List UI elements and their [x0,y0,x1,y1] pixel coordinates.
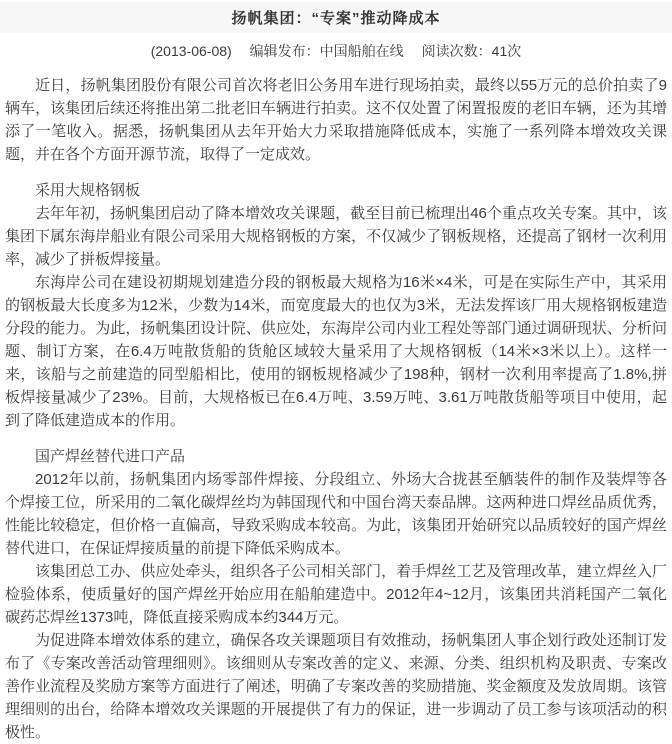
editor-label: 编辑发布： [249,43,320,59]
article-paragraph: 为促进降本增效体系的建立，确保各攻关课题项目有效推动，扬帆集团人事企划行政处还制订发布了《专案改善活动管理细则》。该细则从专案改善的定义、来源、分类、组织机构及职责、专案改善作业流程及奖励方案等方面进行了阐述，明确了专案改善的奖励措施、奖金额度及发放周期。该管理细则的出台，给降本增效攻关课题的开展提供了有力的保证，进一步调动了员工参与该项活动的积极性。 [5,632,667,741]
article-meta-line [0,41,672,61]
views-label: 阅读次数： [421,43,492,59]
article-body [0,74,672,744]
article-paragraph: 去年年初，扬帆集团启动了降本增效攻关课题，截至目前已梳理出46个重点攻关专案。其中，该集团下属东海岸船业有限公司采用大规格钢板的方案，不仅减少了钢板规格，还提高了钢材一次利用率，减少了拼板焊接量。 [5,205,667,268]
article-paragraph: 东海岸公司在建设初期规划建造分段的钢板最大规格为16米×4米，可是在实际生产中，其采用的钢板最大长度多为12米，少数为14米，而宽度最大的也仅为3米，无法发挥该厂用大规格钢板建造分段的能力。为此，扬帆集团设计院、供应处，东海岸公司内业工程处等部门通过调研现状、分析问题、制订方案，在6.4万吨散货船的货舱区域较大量采用了大规格钢板（14米×3米以上）。这样一来，该船与之前建造的同型船相比，使用的钢板规格减少了198种，钢材一次利用率提高了1.8%,拼板焊接量减少了23%。目前，大规格板已在6.4万吨、3.59万吨、3.61万吨散货船等项目中使用，起到了降低建造成本的作用。 [5,274,667,429]
editor-source: 中国船舶在线 [319,43,404,59]
views-count: 41次 [491,43,522,59]
article-paragraph: 近日，扬帆集团股份有限公司首次将老旧公务用车进行现场拍卖，最终以55万元的总价拍卖了9辆车，该集团后续还将推出第二批老旧车辆进行拍卖。这不仅处置了闲置报废的老旧车辆，还为其增添了一笔收入。据悉，扬帆集团从去年开始大力采取措施降低成本，实施了一系列降本增效攻关课题，并在各个方面开源节流，取得了一定成效。 [5,77,667,163]
section-heading: 采用大规格钢板 [35,182,141,199]
article-title-bar [0,2,672,33]
article-paragraph: 2012年以前，扬帆集团内场零部件焊接、分段组立、外场大合拢甚至舾装件的制作及装焊等各个焊接工位，所采用的二氧化碳焊丝均为韩国现代和中国台湾天泰品牌。这两种进口焊丝品质优秀，性能比较稳定，但价格一直偏高，导致采购成本较高。为此，该集团开始研究以品质较好的国产焊丝替代进口，在保证焊接质量的前提下降低采购成本。 [5,471,667,557]
publish-date: (2013-06-08) [150,43,232,59]
section-heading: 国产焊丝替代进口产品 [35,448,186,465]
article-paragraph: 该集团总工办、供应处牵头，组织各子公司相关部门，着手焊丝工艺及管理改革，建立焊丝入厂检验体系，使质量好的国产焊丝开始应用在船舶建造中。2012年4~12月，该集团共消耗国产二氧化碳药芯焊丝1373吨，降低直接采购成本约344万元。 [5,563,667,626]
page-title: 扬帆集团：“专案”推动降成本 [231,10,441,27]
